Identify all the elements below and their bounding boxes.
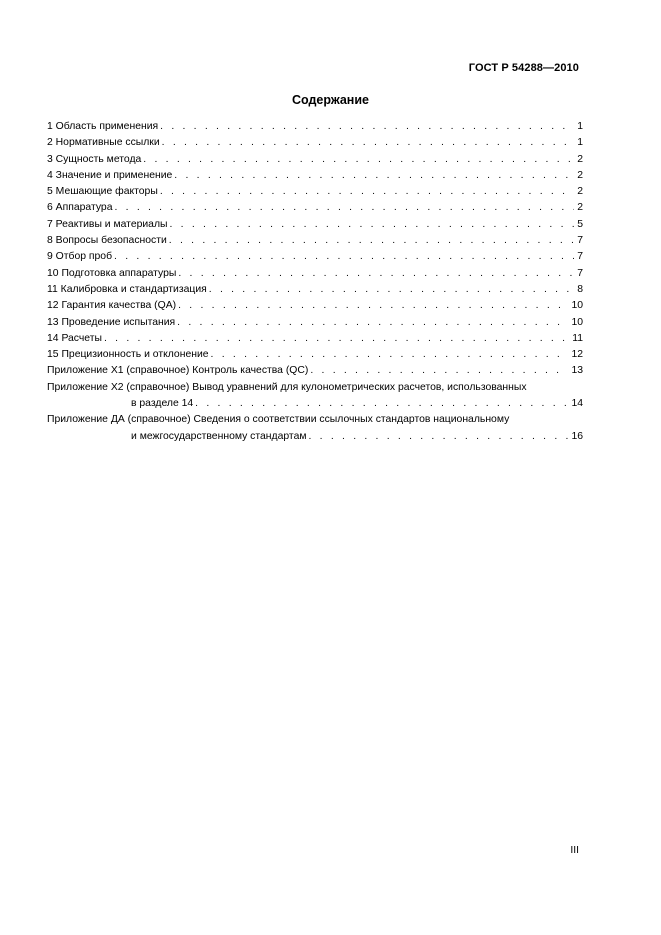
toc-entry-page: 14: [571, 398, 583, 410]
dot-leader: [167, 233, 574, 249]
toc-entry[interactable]: [47, 298, 583, 314]
toc-entry[interactable]: [47, 119, 583, 135]
dot-leader: [160, 135, 575, 151]
toc-entry-page: 16: [571, 430, 583, 442]
toc-entry[interactable]: [47, 282, 583, 298]
toc-entry-label: 11 Калибровка и стандартизация: [47, 283, 207, 295]
toc-entry-label: 1 Область применения: [47, 121, 159, 132]
toc-entry[interactable]: [47, 347, 583, 363]
toc-entry-label: Приложение ДА (справочное) Сведения о соответствии ссылочных стандартов национальному: [47, 414, 510, 426]
toc-entry[interactable]: [47, 315, 583, 331]
dot-leader: [141, 152, 574, 168]
dot-leader: [307, 429, 569, 445]
toc-entry[interactable]: [47, 200, 583, 216]
toc-entry-label: 9 Отбор проб: [47, 251, 113, 263]
toc-entry[interactable]: [47, 135, 583, 151]
dot-leader: [175, 315, 568, 331]
toc-entry-page: 2: [577, 202, 583, 214]
toc-entry-page: 12: [571, 349, 583, 361]
toc-entry-label: 15 Прецизионность и отклонение: [47, 349, 209, 361]
page-title: Содержание: [291, 93, 369, 107]
toc-entry-label: 5 Мешающие факторы: [47, 186, 158, 198]
dot-leader: [158, 184, 574, 200]
toc-entry-page: 11: [572, 332, 583, 344]
toc-entry[interactable]: [47, 266, 583, 282]
toc-entry-label-continuation: в разделе 14: [131, 398, 194, 410]
toc-entry-label: Приложение Х2 (справочное) Вывод уравнений для кулонометрических расчетов, использованных: [47, 381, 527, 393]
dot-leader: [102, 331, 569, 347]
toc-entry-page: 1: [577, 137, 583, 149]
toc-entry-label: 8 Вопросы безопасности: [47, 235, 167, 247]
dot-leader: [308, 363, 568, 379]
toc-entry-page: 10: [571, 316, 583, 328]
toc-entry-page: 7: [577, 251, 583, 263]
toc-entry[interactable]: [47, 331, 583, 347]
dot-leader: [209, 347, 569, 363]
toc-entry-label: 2 Нормативные ссылки: [47, 137, 160, 149]
table-of-contents: [47, 119, 583, 445]
dot-leader: [193, 396, 568, 412]
toc-entry-appendix-da[interactable]: [47, 412, 583, 445]
toc-entry-page: 2: [577, 153, 583, 165]
toc-entry-label: 7 Реактивы и материалы: [47, 218, 168, 230]
toc-entry-page: 7: [577, 235, 583, 247]
toc-entry-label: 14 Расчеты: [47, 332, 102, 344]
toc-entry-page: 2: [577, 169, 583, 181]
dot-leader: [112, 200, 574, 216]
toc-entry-label: 12 Гарантия качества (QA): [47, 300, 177, 312]
toc-entry-label: 4 Значение и применение: [47, 169, 173, 181]
toc-entry[interactable]: [47, 217, 583, 233]
toc-entry[interactable]: [47, 168, 583, 184]
toc-entry-page: 10: [571, 300, 583, 312]
dot-leader: [172, 168, 574, 184]
toc-entry-label: 13 Проведение испытания: [47, 316, 176, 328]
toc-entry[interactable]: [47, 363, 583, 379]
toc-entry-page: 1: [577, 121, 583, 132]
dot-leader: [207, 282, 574, 298]
page-number: III: [570, 845, 579, 856]
toc-entry[interactable]: [47, 249, 583, 265]
toc-entry-label: 10 Подготовка аппаратуры: [47, 267, 177, 279]
toc-entry[interactable]: [47, 184, 583, 200]
toc-entry-page: 2: [577, 186, 583, 198]
toc-entry-label: Приложение Х1 (справочное) Контроль качества (QC): [47, 365, 309, 377]
toc-entry-label-continuation: и межгосударственному стандартам: [131, 430, 307, 442]
toc-entry-page: 5: [577, 218, 583, 230]
toc-entry-page: 13: [571, 365, 583, 377]
dot-leader: [176, 298, 568, 314]
toc-entry-page: 8: [577, 283, 583, 295]
toc-entry-label: 6 Аппаратура: [47, 202, 113, 214]
dot-leader: [176, 266, 574, 282]
toc-entry-appendix-x2[interactable]: [47, 380, 583, 413]
toc-entry-page: 7: [577, 267, 583, 279]
dot-leader: [168, 217, 575, 233]
toc-entry-label: 3 Сущность метода: [47, 153, 142, 165]
toc-entry[interactable]: [47, 233, 583, 249]
dot-leader: [158, 119, 574, 135]
dot-leader: [112, 249, 574, 265]
document-code: ГОСТ Р 54288—2010: [468, 62, 579, 74]
toc-entry[interactable]: [47, 152, 583, 168]
